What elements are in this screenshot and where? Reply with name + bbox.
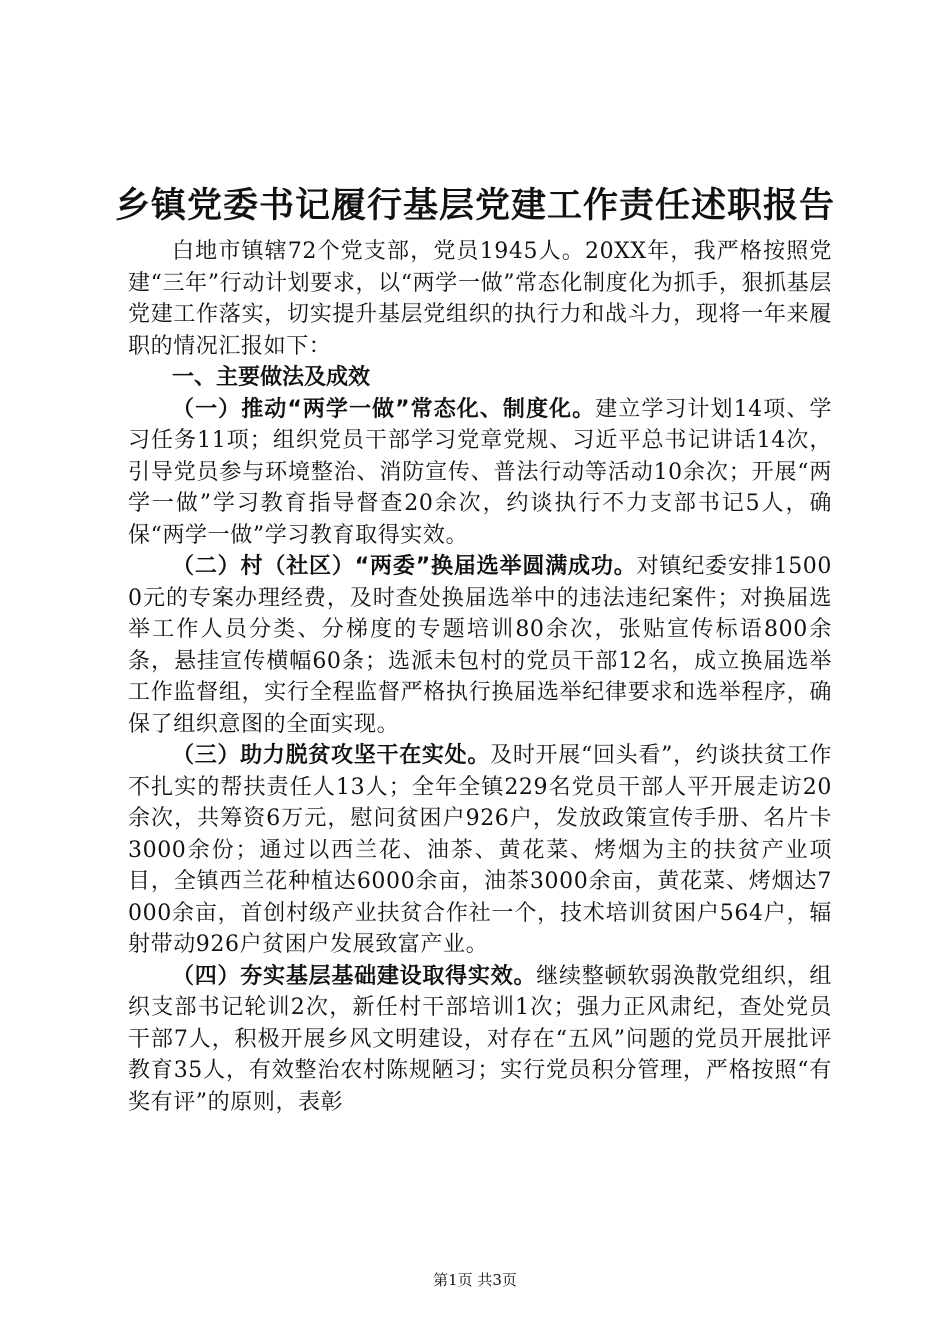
- document-title: 乡镇党委书记履行基层党建工作责任述职报告: [114, 186, 835, 226]
- document-body: [128, 236, 832, 1118]
- intro-paragraph: 白地市镇辖72个党支部，党员1945人。20XX年，我严格按照党建“三年”行动计划要求，以“两学一做”常态化制度化为抓手，狠抓基层党建工作落实，切实提升基层党组织的执行力和战斗力，现将一年来履职的情况汇报如下：: [128, 239, 832, 359]
- item-lead-2: （二）村（社区）“两委”换届选举圆满成功。: [172, 554, 637, 579]
- item-paragraph-3: [128, 740, 832, 961]
- item-lead-1: （一）推动“两学一做”常态化、制度化。: [172, 396, 596, 422]
- item-text-2: 对镇纪委安排15000元的专案办理经费，及时查处换届选举中的违法违纪案件；对换届选举工作人员分类、分梯度的专题培训80余次，张贴宣传标语800余条，悬挂宣传横幅60条；选派未包村的党员干部12名，成立换届选举工作监督组，实行全程监督严格执行换届选举纪律要求和选举程序，确保了组织意图的全面实现。: [128, 554, 832, 737]
- item-paragraph-1: [128, 394, 832, 552]
- page-footer: 第1页 共3页: [433, 1271, 517, 1289]
- section-heading: 一、主要做法及成效: [172, 365, 371, 390]
- item-text-1: 建立学习计划14项、学习任务11项；组织党员干部学习党章党规、习近平总书记讲话14次，引导党员参与环境整治、消防宣传、普法行动等活动10余次；开展“两学一做”学习教育指导督查20余次，约谈执行不力支部书记5人，确保“两学一做”学习教育取得实效。: [128, 396, 832, 548]
- item-paragraph-2: [128, 551, 832, 740]
- item-text-3: 及时开展“回头看”，约谈扶贫工作不扎实的帮扶责任人13人；全年全镇229名党员干部人平开展走访20余次，共筹资6万元，慰问贫困户926户，发放政策宣传手册、名片卡3000余份；通过以西兰花、油茶、黄花菜、烤烟为主的扶贫产业项目，全镇西兰花种植达6000余亩，油茶3000余亩，黄花菜、烤烟达7000余亩，首创村级产业扶贫合作社一个，技术培训贫困户564户，辐射带动926户贫困户发展致富产业。: [128, 743, 832, 957]
- item-text-4: 继续整顿软弱涣散党组织，组织支部书记轮训2次，新任村干部培训1次；强力正风肃纪，查处党员干部7人，积极开展乡风文明建设，对存在“五风”问题的党员开展批评教育35人，有效整治农村陈规陋习；实行党员积分管理，严格按照“有奖有评”的原则，表彰: [128, 963, 832, 1115]
- item-lead-3: （三）助力脱贫攻坚干在实处。: [172, 743, 491, 768]
- item-lead-4: （四）夯实基层基础建设取得实效。: [172, 963, 537, 989]
- item-paragraph-4: [128, 961, 832, 1119]
